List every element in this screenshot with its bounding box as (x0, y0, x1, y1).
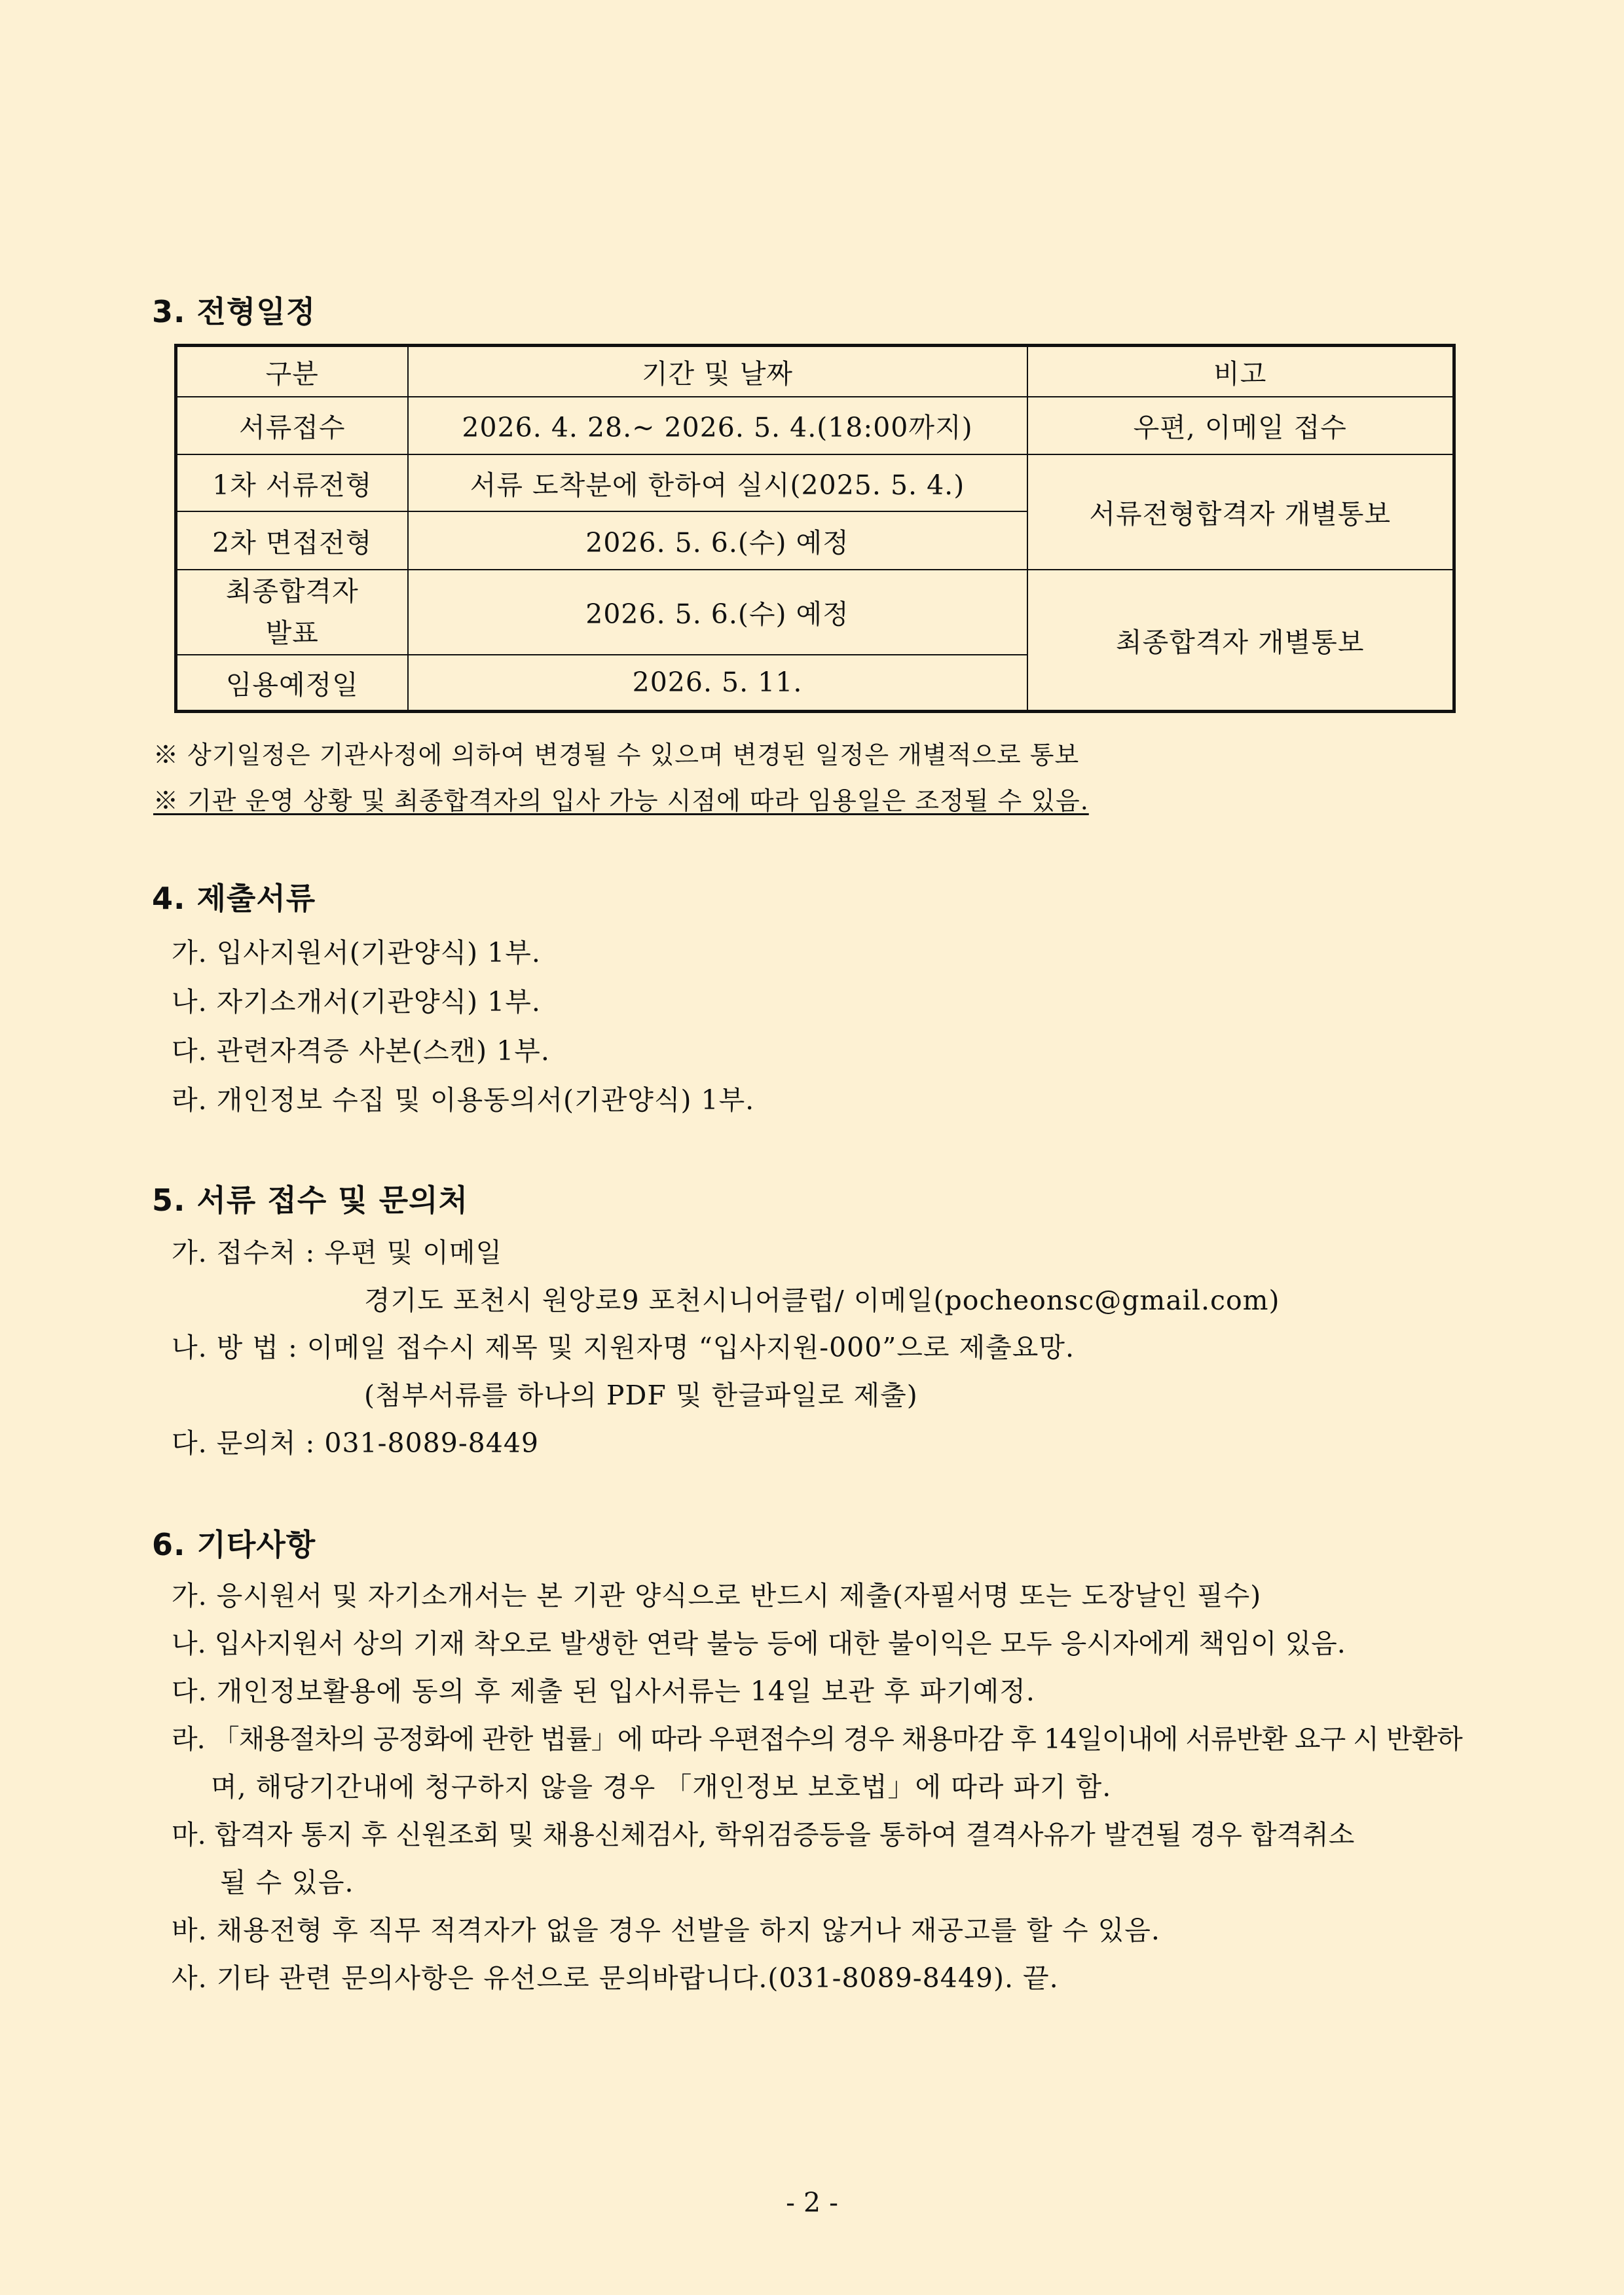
list-item: 가. 접수처 : 우편 및 이메일 (172, 1237, 503, 1268)
list-item: 나. 자기소개서(기관양식) 1부. (172, 986, 541, 1018)
list-item: 다. 개인정보활용에 동의 후 제출 된 입사서류는 14일 보관 후 파기예정. (172, 1676, 1035, 1707)
list-item: 가. 입사지원서(기관양식) 1부. (172, 937, 541, 968)
list-item: 라. 「채용절차의 공정화에 관한 법률」에 따라 우편접수의 경우 채용마감 후 14일이내에 서류반환 요구 시 반환하 (172, 1723, 1462, 1755)
list-item: 다. 관련자격증 사본(스캔) 1부. (172, 1035, 550, 1067)
section-title-documents: 4. 제출서류 (152, 881, 316, 916)
row-period: 2026. 5. 6.(수) 예정 (408, 511, 1027, 570)
list-item: 나. 방 법 : 이메일 접수시 제목 및 지원자명 “입사지원-000”으로 제출요망. (172, 1332, 1075, 1363)
table-header-row (176, 346, 1454, 397)
row-note: 최종합격자 개별통보 (1027, 570, 1454, 712)
table-header-cell: 비고 (1027, 346, 1454, 397)
table-row (176, 570, 1454, 655)
section-title-other: 6. 기타사항 (152, 1527, 316, 1562)
list-item: 라. 개인정보 수집 및 이용동의서(기관양식) 1부. (172, 1084, 755, 1116)
row-period: 2026. 5. 11. (408, 655, 1027, 712)
row-period: 서류 도착분에 한하여 실시(2025. 5. 4.) (408, 454, 1027, 511)
row-label: 서류접수 (176, 397, 408, 454)
list-item-continuation: 며, 해당기간내에 청구하지 않을 경우 「개인정보 보호법」에 따라 파기 함. (211, 1771, 1112, 1803)
row-label: 임용예정일 (176, 655, 408, 712)
list-item-continuation: (첨부서류를 하나의 PDF 및 한글파일로 제출) (364, 1380, 918, 1411)
list-item: 바. 채용전형 후 직무 적격자가 없을 경우 선발을 하지 않거나 재공고를 할 수 있음. (172, 1915, 1160, 1946)
row-period: 2026. 5. 6.(수) 예정 (408, 570, 1027, 655)
list-item: 마. 합격자 통지 후 신원조회 및 채용신체검사, 학위검증등을 통하여 결격사유가 발견될 경우 합격취소 (172, 1819, 1355, 1850)
table-header-cell: 기간 및 날짜 (408, 346, 1027, 397)
row-label-line: 최종합격자 (225, 575, 359, 607)
row-note: 서류전형합격자 개별통보 (1027, 454, 1454, 570)
list-item: 사. 기타 관련 문의사항은 유선으로 문의바랍니다.(031-8089-8449). 끝. (172, 1962, 1059, 1994)
row-label (176, 570, 408, 655)
section-title-contact: 5. 서류 접수 및 문의처 (152, 1183, 469, 1218)
row-label-line: 발표 (265, 617, 319, 649)
row-label: 1차 서류전형 (176, 454, 408, 511)
list-item-continuation: 경기도 포천시 원앙로9 포천시니어클럽/ 이메일(pocheonsc@gmail.com) (364, 1285, 1280, 1316)
row-label: 2차 면접전형 (176, 511, 408, 570)
table-row (176, 454, 1454, 511)
table-row (176, 397, 1454, 454)
list-item: 가. 응시원서 및 자기소개서는 본 기관 양식으로 반드시 제출(자필서명 또는 도장날인 필수) (172, 1580, 1262, 1611)
list-item-continuation: 될 수 있음. (220, 1867, 354, 1898)
list-item: 다. 문의처 : 031-8089-8449 (172, 1427, 540, 1459)
page-number: - 2 - (786, 2187, 838, 2218)
row-period: 2026. 4. 28.~ 2026. 5. 4.(18:00까지) (408, 397, 1027, 454)
list-item: 나. 입사지원서 상의 기재 착오로 발생한 연락 불능 등에 대한 불이익은 모두 응시자에게 책임이 있음. (172, 1628, 1346, 1659)
table-header-cell: 구분 (176, 346, 408, 397)
schedule-table (174, 344, 1456, 713)
row-note: 우편, 이메일 접수 (1027, 397, 1454, 454)
schedule-note: ※ 상기일정은 기관사정에 의하여 변경될 수 있으며 변경된 일정은 개별적으로 통보 (153, 741, 1080, 769)
schedule-note-underlined: ※ 기관 운영 상황 및 최종합격자의 입사 가능 시점에 따라 임용일은 조정될 수 있음. (153, 786, 1089, 815)
section-title-schedule: 3. 전형일정 (152, 294, 316, 329)
